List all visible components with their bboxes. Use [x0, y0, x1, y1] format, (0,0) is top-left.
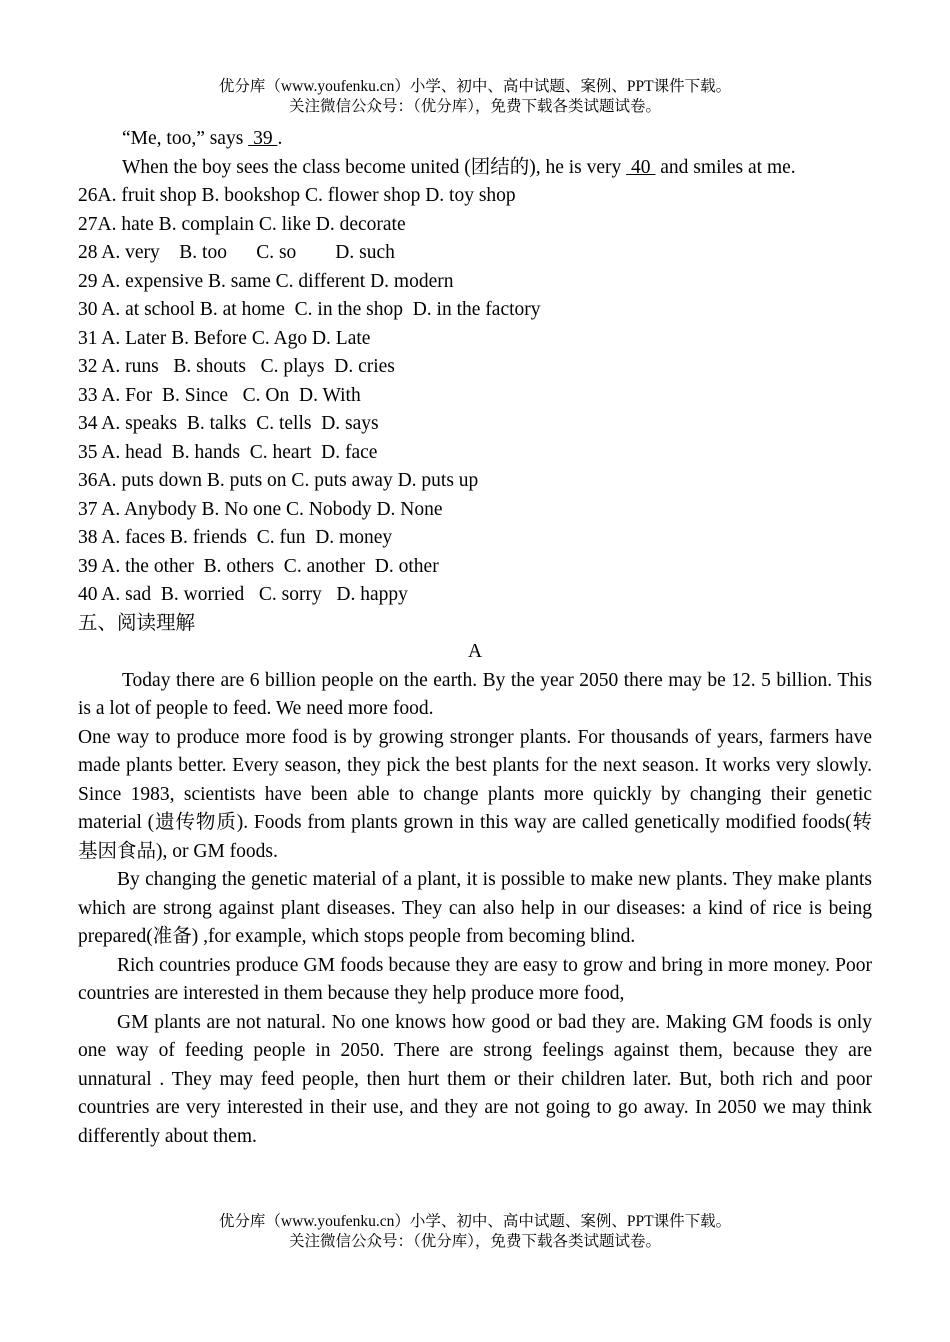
cloze-line-39	[78, 125, 872, 154]
page-header	[0, 77, 950, 117]
option-26: 26A. fruit shop B. bookshop C. flower shop D. toy shop	[78, 185, 516, 206]
header-line-1: 优分库（www.youfenku.cn）小学、初中、高中试题、案例、PPT课件下载。	[218, 78, 732, 95]
option-31: 31 A. Later B. Before C. Ago D. Late	[78, 327, 371, 349]
passage-paragraph-2: One way to produce more food is by growing stronger plants. For thousands of years, farmers have made plants better. Every season, they pick the best plants for the next season. It works very slowly. Since 1983, scientists have been able to change plants more quickly by changing their genetic material (遗传物质). Foods from plants grown in this way are called genetically modified foods(转基因食品), or GM foods.	[78, 726, 872, 862]
header-line-2: 关注微信公众号：（优分库），免费下载各类试题试卷。	[288, 98, 661, 115]
option-27: 27A. hate B. complain C. like D. decorate	[78, 213, 406, 235]
passage-paragraph-3: By changing the genetic material of a plant, it is possible to make new plants. They make plants which are strong against plant diseases. They can also help in our diseases: a kind of rice is being prepared(准备) ,for example, which stops people from becoming blind.	[78, 869, 872, 947]
section-title: 五、阅读理解	[78, 612, 196, 634]
option-39: 39 A. the other B. others C. another D. other	[78, 555, 439, 577]
passage-paragraph-5: GM plants are not natural. No one knows how good or bad they are. Making GM foods is only one way of feeding people in 2050. There are strong feelings against them, because they are unnatural . They may feed people, then hurt them or their children later. But, both rich and poor countries are very interested in their use, and they are not going to go away. In 2050 we may think differently about them.	[78, 1011, 872, 1147]
passage-paragraph-1: Today there are 6 billion people on the earth. By the year 2050 there may be 12. 5 billion. This is a lot of people to feed. We need more food.	[78, 669, 872, 719]
cloze-text: When the boy sees the class become united (团结的), he is very	[122, 156, 627, 178]
option-36: 36A. puts down B. puts on C. puts away D. puts up	[78, 470, 479, 491]
option-32: 32 A. runs B. shouts C. plays D. cries	[78, 356, 395, 377]
page-footer	[0, 1212, 950, 1252]
footer-line-1: 优分库（www.youfenku.cn）小学、初中、高中试题、案例、PPT课件下载。	[218, 1213, 732, 1230]
option-30: 30 A. at school B. at home C. in the shop D. in the factory	[78, 299, 541, 320]
option-33: 33 A. For B. Since C. On D. With	[78, 384, 361, 406]
passage-label: A	[467, 641, 483, 662]
passage-paragraph-4: Rich countries produce GM foods because they are easy to grow and bring in more money. Poor countries are interested in them because they help produce more food,	[78, 954, 872, 1004]
option-28: 28 A. very B. too C. so D. such	[78, 242, 395, 263]
blank-39: 39	[248, 128, 278, 149]
footer-line-2: 关注微信公众号：（优分库），免费下载各类试题试卷。	[288, 1233, 661, 1250]
cloze-text: and smiles at me.	[655, 156, 796, 178]
cloze-text: “Me, too,” says	[122, 128, 249, 149]
option-29: 29 A. expensive B. same C. different D. modern	[78, 270, 454, 292]
option-40: 40 A. sad B. worried C. sorry D. happy	[78, 584, 408, 605]
cloze-text: .	[277, 128, 283, 149]
blank-40: 40	[626, 156, 656, 178]
cloze-line-40	[78, 154, 872, 183]
option-35: 35 A. head B. hands C. heart D. face	[78, 441, 378, 463]
option-34: 34 A. speaks B. talks C. tells D. says	[78, 413, 379, 434]
page-content	[78, 125, 872, 1151]
option-37: 37 A. Anybody B. No one C. Nobody D. None	[78, 498, 443, 520]
option-38: 38 A. faces B. friends C. fun D. money	[78, 527, 393, 548]
